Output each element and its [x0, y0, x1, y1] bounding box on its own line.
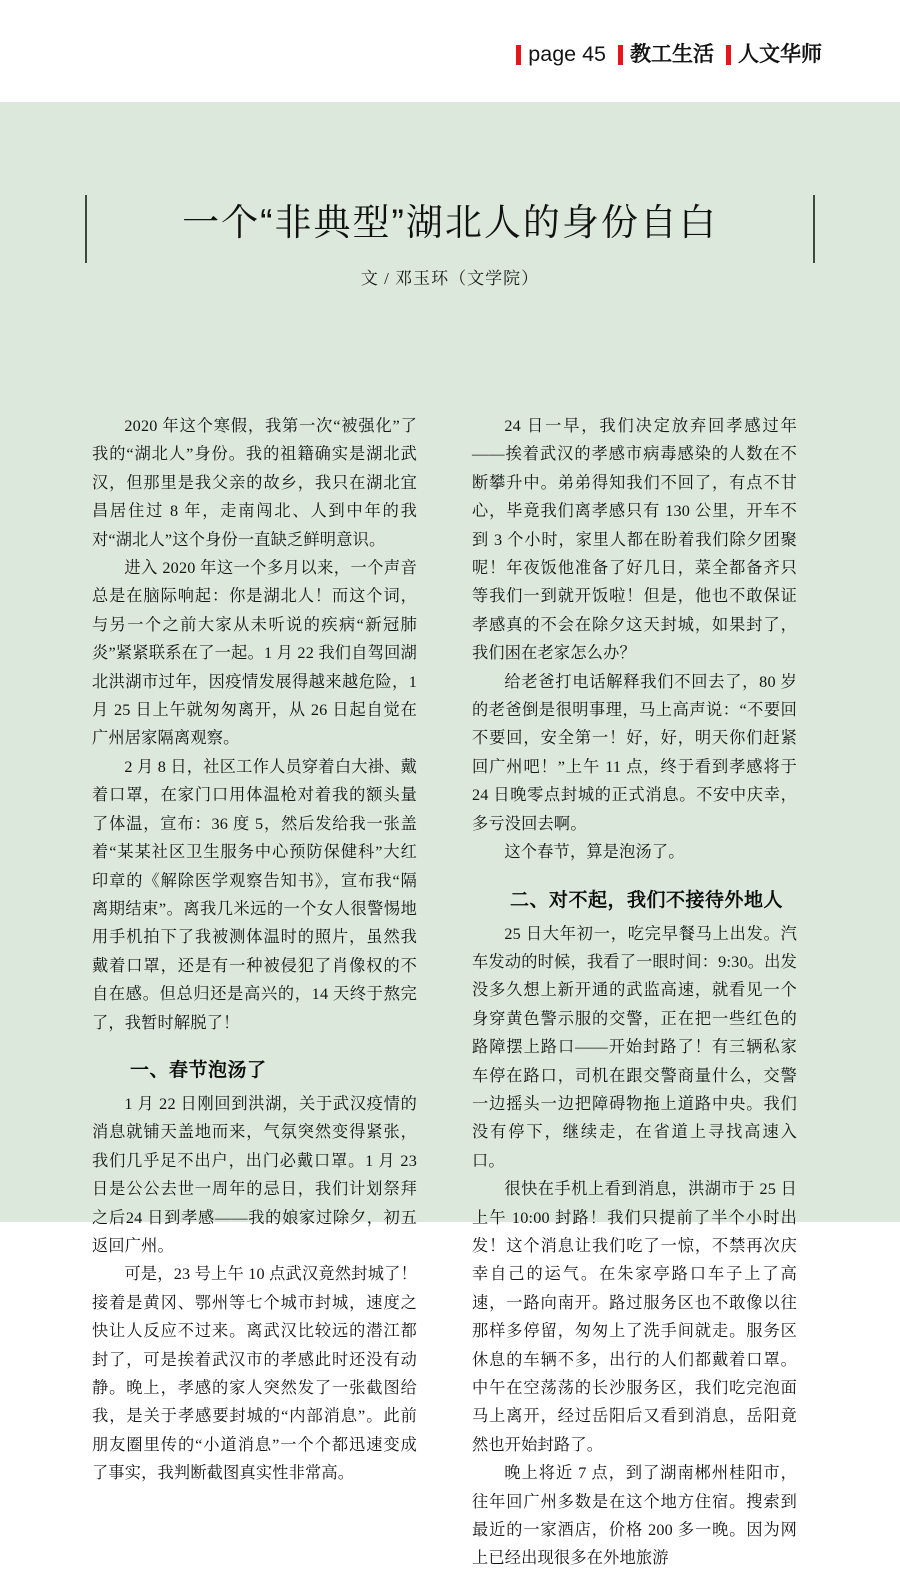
- body-paragraph: 可是，23 号上午 10 点武汉竟然封城了！接着是黄冈、鄂州等七个城市封城，速度之快让人反应不过来。离武汉比较远的潜江都封了，可是挨着武汉市的孝感此时还没有动静。晚上，孝感的家人突然发了一张截图给我，是关于孝感要封城的“内部消息”。此前朋友圈里传的“小道消息”一个个都迅速变成了事实，我判断截图真实性非常高。: [92, 1265, 417, 1483]
- publication-label: 人文华师: [738, 43, 822, 66]
- body-paragraph: 1 月 22 日刚回到洪湖，关于武汉疫情的消息就铺天盖地而来，气氛突然变得紧张，我们几乎足不出户，出门必戴口罩。1 月 23 日是公公去世一周年的忌日，我们计划祭拜之后24 日到孝感——我的娘家过除夕，初五返回广州。: [92, 1094, 417, 1255]
- body-paragraph: 进入 2020 年这一个多月以来，一个声音总是在脑际响起：你是湖北人！而这个词，与另一个之前大家从未听说的疾病“新冠肺炎”紧紧联系在了一起。1 月 22 我们自驾回湖北洪湖市过年，因疫情发展得越来越危险，1 月 25 日上午就匆匆离开，从 26 日起自觉在广州居家隔离观察。: [92, 559, 417, 748]
- body-paragraph: 很快在手机上看到消息，洪湖市于 25 日上午 10:00 封路！我们只提前了半个小时出发！这个消息让我们吃了一惊，不禁再次庆幸自己的运气。在朱家亭路口车子上了高速，一路向南开。路过服务区也不敢像以往那样多停留，匆匆上了洗手间就走。服务区休息的车辆不多，出行的人们都戴着口罩。中午在空荡荡的长沙服务区，我们吃完泡面马上离开，经过岳阳后又看到消息，岳阳竟然也开始封路了。: [472, 1180, 797, 1454]
- body-paragraph: 给老爸打电话解释我们不回去了，80 岁的老爸倒是很明事理，马上高声说：“不要回不要回，安全第一！好，好，明天你们赶紧回广州吧！”上午 11 点，终于看到孝感将于 24 日晚零点封城的正式消息。不安中庆幸，多亏没回去啊。: [472, 672, 797, 833]
- header-segment-section: [618, 44, 714, 65]
- title-rule-left-icon: [85, 195, 87, 263]
- article-title-block: [0, 180, 900, 289]
- body-paragraph: 24 日一早，我们决定放弃回孝感过年——挨着武汉的孝感市病毒感染的人数在不断攀升中。弟弟得知我们不回了，有点不甘心，毕竟我们离孝感只有 130 公里，开车不到 3 个小时，家里人都在盼着我们除夕团聚呢！年夜饭他准备了好几日，菜全都备齐只等我们一到就开饭啦！但是，他也不敢保证孝感真的不会在除夕这天封城，如果封了，我们困在老家怎么办？: [472, 417, 797, 663]
- page-number-label: page 45: [528, 42, 606, 66]
- article-column-left: [92, 412, 417, 1483]
- body-paragraph: 晚上将近 7 点，到了湖南郴州桂阳市，往年回广州多数是在这个地方住宿。搜索到最近的一家酒店，价格 200 多一晚。因为网上已经出现很多在外地旅游: [472, 1464, 797, 1568]
- title-rule-right-icon: [813, 195, 815, 263]
- header-segment-publication: [726, 44, 822, 65]
- article-title: 一个“非典型”湖北人的身份自白: [182, 202, 718, 243]
- body-paragraph: 25 日大年初一，吃完早餐马上出发。汽车发动的时候，我看了一眼时间：9:30。出发没多久想上新开通的武监高速，就看见一个身穿黄色警示服的交警，正在把一些红色的路障摆上路口——开始封路了！有三辆私家车停在路口，司机在跟交警商量什么，交警一边摇头一边把障碍物拖上道路中央。我们没有停下，继续走，在省道上寻找高速入口。: [472, 924, 797, 1170]
- red-bar-icon: [726, 45, 731, 65]
- page-body: [0, 102, 900, 1568]
- article-column-right: [472, 412, 797, 1568]
- article-columns: [0, 412, 900, 1568]
- article-byline: 文 / 邓玉环（文学院）: [360, 269, 540, 288]
- section-heading: 一、春节泡汤了: [130, 1059, 267, 1081]
- page-header: [0, 0, 900, 102]
- header-segment-page-number: [516, 44, 606, 65]
- section-heading: 二、对不起，我们不接待外地人: [510, 889, 784, 911]
- body-paragraph: 2020 年这个寒假，我第一次“被强化”了我的“湖北人”身份。我的祖籍确实是湖北武汉，但那里是我父亲的故乡，我只在湖北宜昌居住过 8 年，走南闯北、人到中年的我对“湖北人”这个身份一直缺乏鲜明意识。: [92, 417, 417, 549]
- body-paragraph: 这个春节，算是泡汤了。: [504, 843, 685, 862]
- header-breadcrumb: [516, 44, 822, 65]
- red-bar-icon: [516, 45, 521, 65]
- section-label: 教工生活: [630, 43, 714, 66]
- body-paragraph: 2 月 8 日，社区工作人员穿着白大褂、戴着口罩，在家门口用体温枪对着我的额头量了体温，宣布：36 度 5，然后发给我一张盖着“某某社区卫生服务中心预防保健科”大红印章的《解除医学观察告知书》，宣布我“隔离期结束”。离我几米远的一个女人很警惕地用手机拍下了我被测体温时的照片，虽然我戴着口罩，还是有一种被侵犯了肖像权的不自在感。但总归还是高兴的，14 天终于熬完了，我暂时解脱了！: [92, 757, 417, 1032]
- red-bar-icon: [618, 45, 623, 65]
